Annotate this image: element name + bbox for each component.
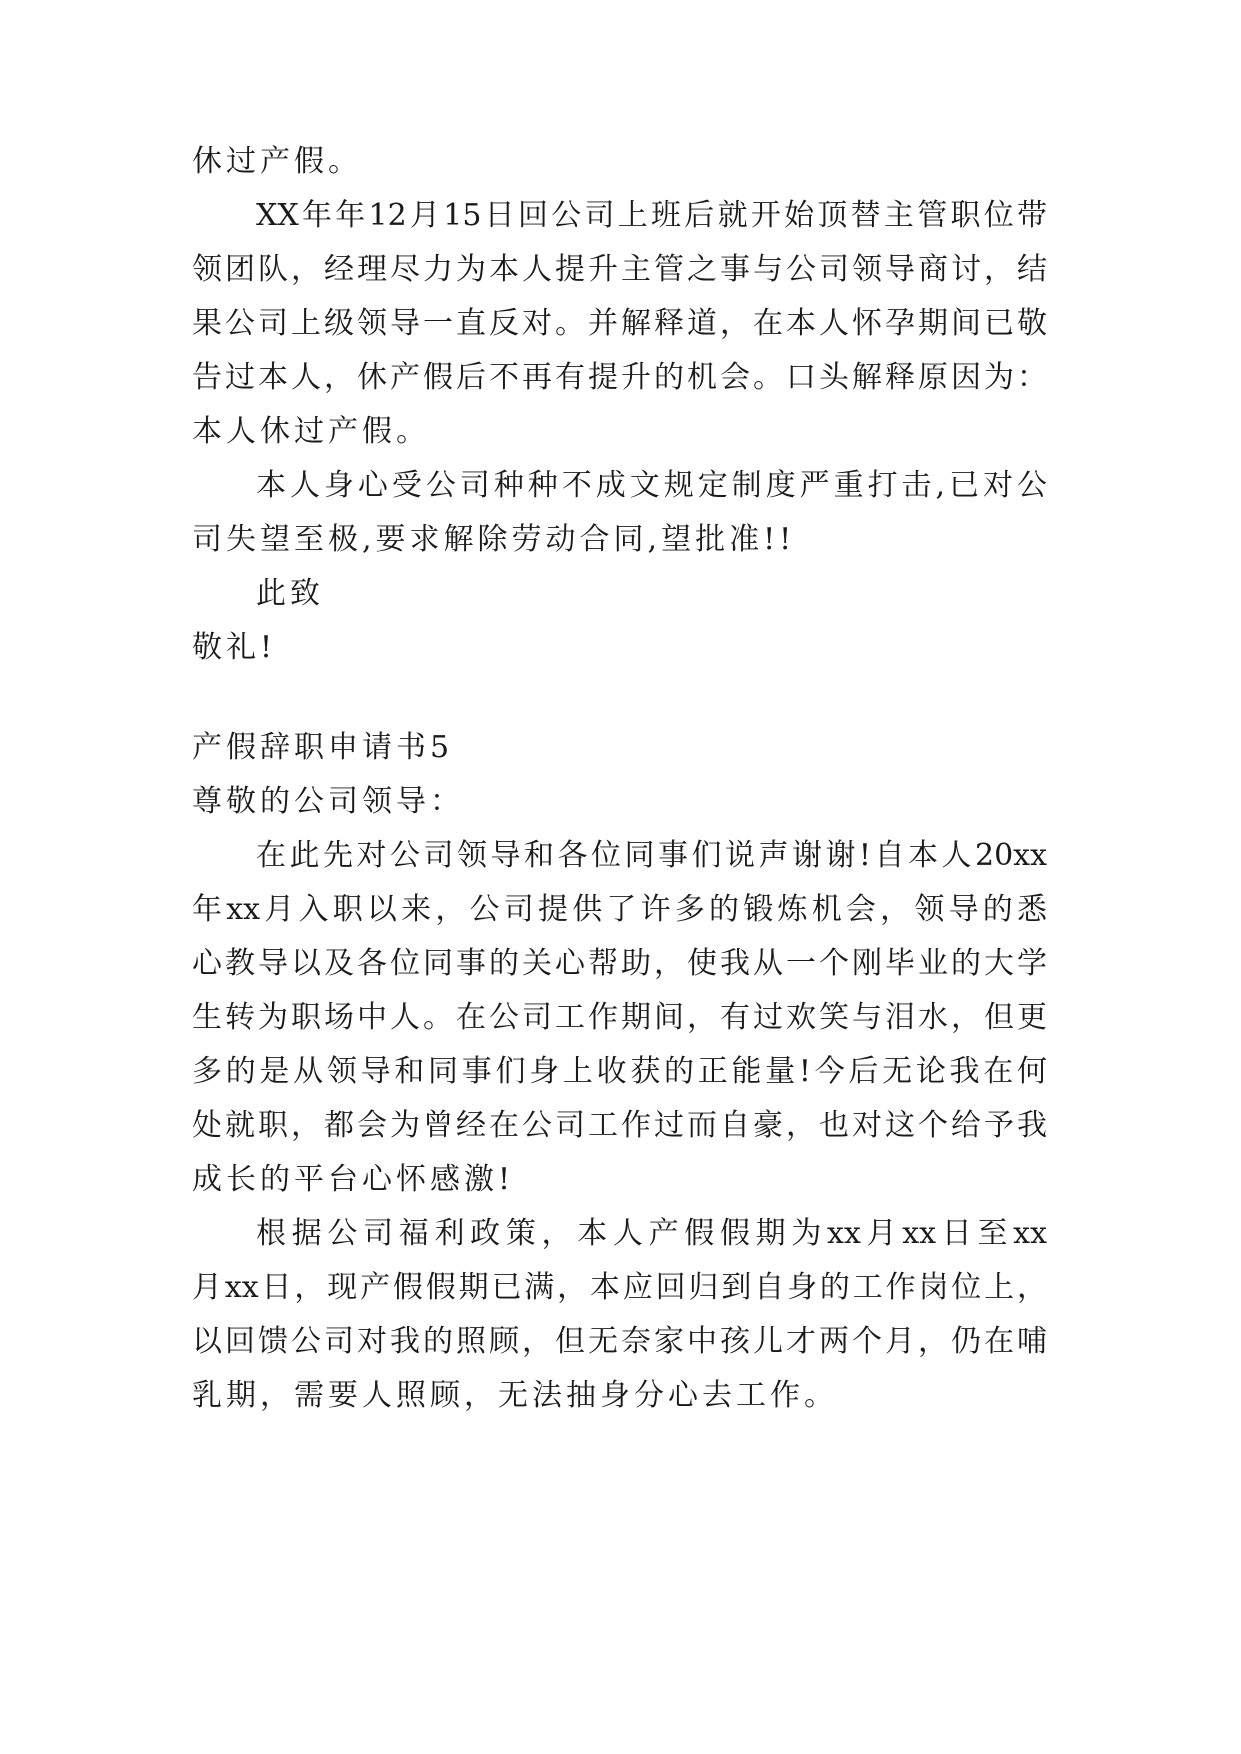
paragraph-line: 心教导以及各位同事的关心帮助，使我从一个刚毕业的大学 [192,946,1047,981]
paragraph-line: 生转为职场中人。在公司工作期间，有过欢笑与泪水，但更 [192,1000,1047,1035]
paragraph-line: 果公司上级领导一直反对。并解释道，在本人怀孕期间已敬 [192,306,1047,341]
salutation: 尊敬的公司领导： [192,784,464,819]
paragraph-line: 以回馈公司对我的照顾，但无奈家中孩儿才两个月，仍在哺 [192,1324,1047,1359]
paragraph-line: XX年年12月15日回公司上班后就开始顶替主管职位带 [256,198,1047,233]
paragraph-line: 休过产假。 [192,144,362,179]
paragraph-line: 月xx日，现产假假期已满，本应回归到自身的工作岗位上， [192,1270,1047,1305]
paragraph-line: 处就职，都会为曾经在公司工作过而自豪，也对这个给予我 [192,1108,1047,1143]
paragraph-line: 领团队，经理尽力为本人提升主管之事与公司领导商讨，结 [192,252,1047,287]
paragraph-line: 成长的平台心怀感激! [192,1162,515,1197]
closing-line: 敬礼! [192,630,277,665]
paragraph-line: 年xx月入职以来，公司提供了许多的锻炼机会，领导的悉 [192,892,1047,927]
paragraph-line: 司失望至极,要求解除劳动合同,望批准!! [192,522,796,557]
paragraph-line: 多的是从领导和同事们身上收获的正能量!今后无论我在何 [192,1054,1047,1089]
paragraph-line: 乳期，需要人照顾，无法抽身分心去工作。 [192,1378,838,1413]
paragraph-line: 根据公司福利政策，本人产假假期为xx月xx日至xx [256,1216,1047,1251]
paragraph-line: 本人休过产假。 [192,414,430,449]
paragraph-line: 告过本人，休产假后不再有提升的机会。口头解释原因为： [192,360,1047,395]
closing-line: 此致 [256,576,324,611]
paragraph-line: 本人身心受公司种种不成文规定制度严重打击,已对公 [256,468,1047,503]
paragraph-line: 在此先对公司领导和各位同事们说声谢谢!自本人20xx [256,838,1047,873]
section-title: 产假辞职申请书5 [192,730,454,765]
